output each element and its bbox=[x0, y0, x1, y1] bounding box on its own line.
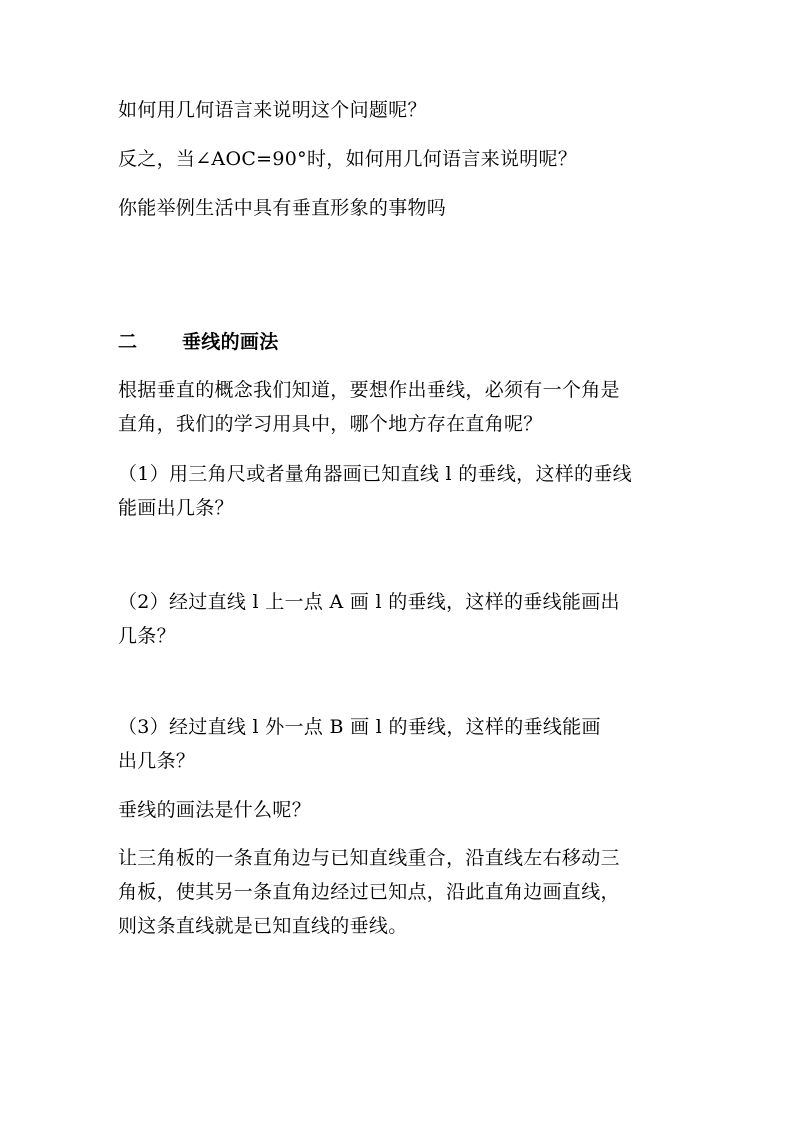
item-2-line-1: （2）经过直线 l 上一点 A 画 l 的垂线，这样的垂线能画出 bbox=[118, 591, 620, 613]
question-geometry-language: 如何用几何语言来说明这个问题呢？ bbox=[118, 99, 427, 121]
method-line-2: 角板，使其另一条直角边经过已知点，沿此直角边画直线， bbox=[118, 881, 620, 903]
method-line-1: 让三角板的一条直角边与已知直线重合，沿直线左右移动三 bbox=[118, 847, 620, 869]
item-1-line-2: 能画出几条？ bbox=[118, 497, 234, 519]
intro-line-1: 根据垂直的概念我们知道，要想作出垂线，必须有一个角是 bbox=[118, 379, 620, 401]
item-3-line-1: （3）经过直线 l 外一点 B 画 l 的垂线，这样的垂线能画 bbox=[118, 716, 601, 738]
method-question: 垂线的画法是什么呢？ bbox=[118, 799, 312, 821]
item-1-line-1: （1）用三角尺或者量角器画已知直线 l 的垂线，这样的垂线 bbox=[118, 463, 632, 485]
item-3-line-2: 出几条？ bbox=[118, 750, 196, 772]
section-number: 二 bbox=[118, 331, 138, 353]
intro-line-2: 直角，我们的学习用具中，哪个地方存在直角呢？ bbox=[118, 413, 543, 435]
question-real-life-examples: 你能举例生活中具有垂直形象的事物吗 bbox=[118, 197, 447, 219]
question-angle-aoc: 反之，当∠AOC=90°时，如何用几何语言来说明呢？ bbox=[118, 148, 578, 170]
item-2-line-2: 几条？ bbox=[118, 625, 176, 647]
section-heading bbox=[118, 330, 678, 354]
method-line-3: 则这条直线就是已知直线的垂线。 bbox=[118, 915, 408, 937]
section-title: 垂线的画法 bbox=[182, 331, 279, 353]
